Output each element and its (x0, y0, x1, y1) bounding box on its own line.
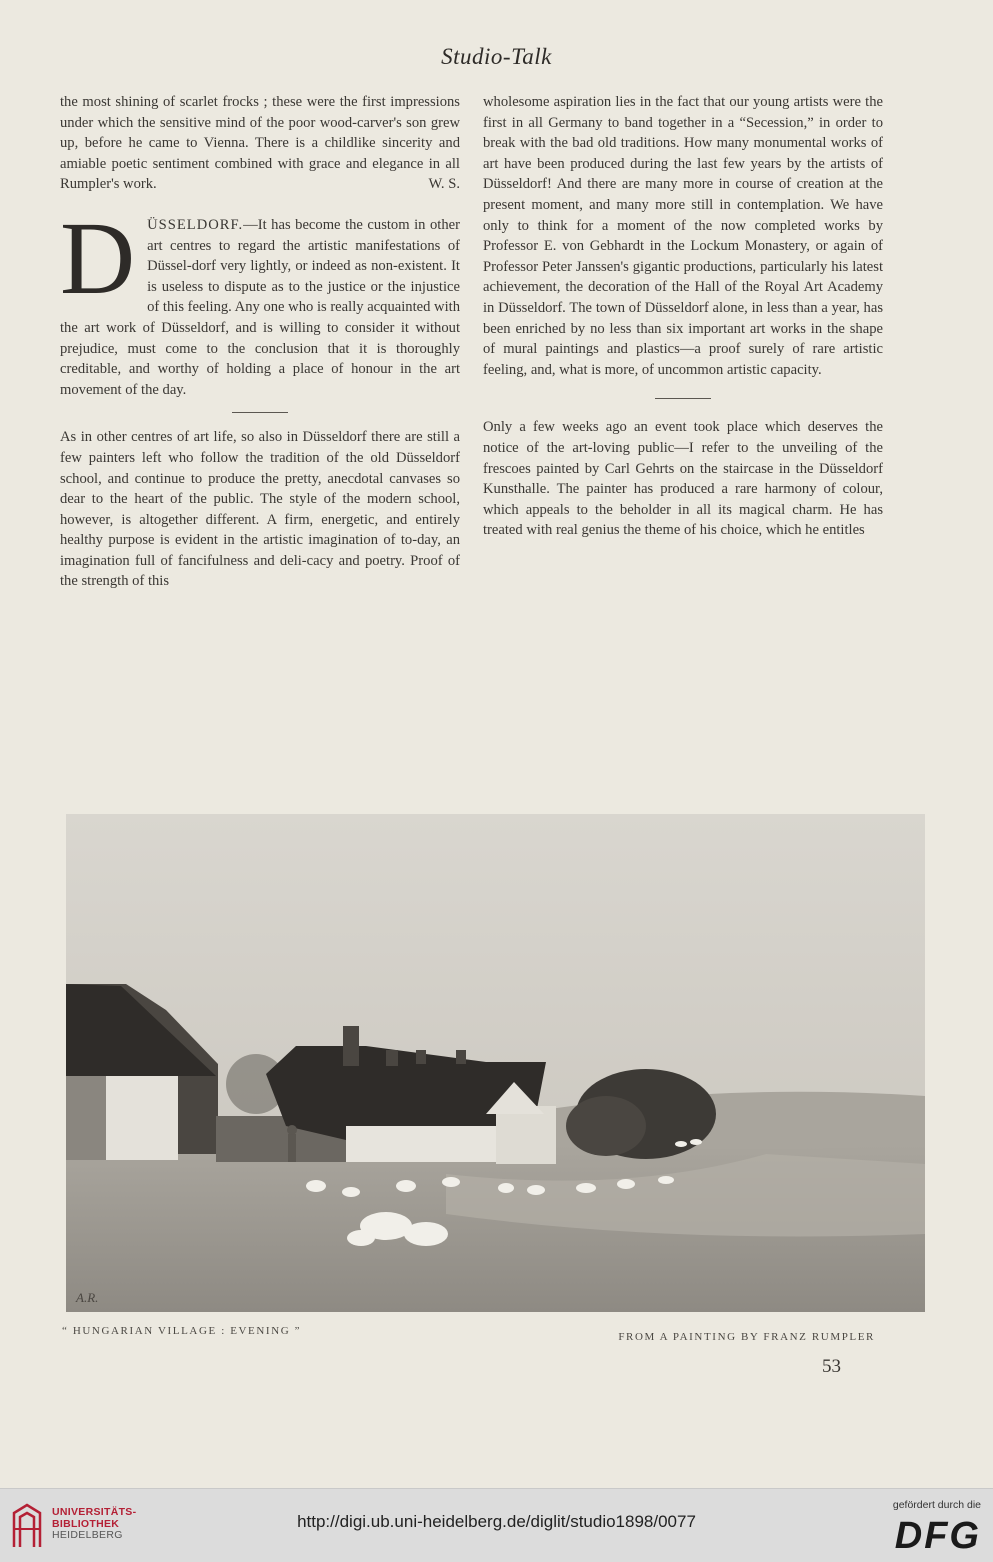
author-signature: W. S. (428, 176, 460, 193)
left-paragraph-1: the most shining of scarlet frocks ; these were the first impressions under which the sensitive mind of the poor wood-carver's son grew up, before he came to Vienna. There is a childlike sincerity and amiable poetic sentiment combined with grace and elegance in all Rumpler's work. W. S. (60, 92, 460, 195)
section-divider (232, 412, 288, 413)
left-paragraph-3: As in other centres of art life, so also in Düsseldorf there are still a few painters left who follow the tradition of the old Düsseldorf school, and continue to produce the pretty, anecdotal canvases so dear to the heart of the public. The style of the modern school, however, is altogether different. A firm, energetic, and entirely healthy purpose is evident in the artistic imagination of to-day, an imagination full of fancifulness and deli-cacy and poetry. Proof of the strength of this (60, 429, 460, 590)
page-number: 53 (822, 1356, 841, 1377)
right-paragraph-2: Only a few weeks ago an event took place which deserves the notice of the art-loving public—I refer to the unveiling of the frescoes painted by Carl Gehrts on the staircase in the Düsseldorf Kunsthalle. The painter has produced a rare harmony of colour, which appeals to the beholder in all its magical charm. He has treated with real genius the theme of his choice, which he entitles (483, 419, 883, 539)
left-paragraph-2: DÜSSELDORF.—It has become the custom in other art centres to regard the artistic manifestations of Düssel-dorf very lightly, or indeed as non-existent. It is useless to dispute as to the justice or the injustice of this feeling. Any one who is really acquainted with the art work of Düsseldorf, and is willing to consider it without prejudice, must come to the conclusion that it is thoroughly creditable, and worthy of holding a place of honour in the art movement of the day. (60, 200, 460, 398)
figure-caption-credit: FROM A PAINTING BY FRANZ RUMPLER (618, 1331, 875, 1343)
artist-signature: A.R. (76, 1290, 99, 1305)
section-divider (655, 398, 711, 399)
section-lead: ÜSSELDORF. (147, 216, 244, 233)
left-column (60, 92, 460, 592)
source-url-link[interactable]: http://digi.ub.uni-heidelberg.de/diglit/studio1898/0077 (297, 1512, 696, 1531)
right-paragraph-1: wholesome aspiration lies in the fact that our young artists were the first in all Germany to band together in a “Secession,” in order to break with the bad old traditions. How many monumental works of art have been produced during the last few years by the artists of Düsseldorf! And there are many more in course of creation at the present moment, and many more still in contemplation. We have only to think for a moment of the now completed works by Professor E. von Gebhardt in the Lockum Monastery, or again of Professor Peter Janssen's gigantic productions, particularly his latest achievement, the decoration of the Hall of the Royal Art Academy in Düsseldorf. The town of Düsseldorf alone, in less than a year, has been enriched by no less than six important art works in the shape of mural paintings and plastics—a proof surely of rare artistic feeling, and, what is more, of uncommon artistic capacity. (483, 94, 883, 378)
dusseldorf-section (60, 200, 460, 400)
library-name: UNIVERSITÄTS- BIBLIOTHEK HEIDELBERG (52, 1506, 137, 1541)
running-head: Studio-Talk (441, 44, 552, 69)
painting-image (66, 814, 925, 1312)
figure-caption-title: “ HUNGARIAN VILLAGE : EVENING ” (62, 1325, 302, 1337)
drop-cap: D (60, 200, 136, 316)
painting-illustration (66, 814, 925, 1312)
funded-by-label: gefördert durch die (892, 1499, 981, 1511)
right-column (483, 92, 883, 541)
dfg-logo: DFG (894, 1515, 981, 1557)
digitization-footer (0, 1488, 993, 1562)
